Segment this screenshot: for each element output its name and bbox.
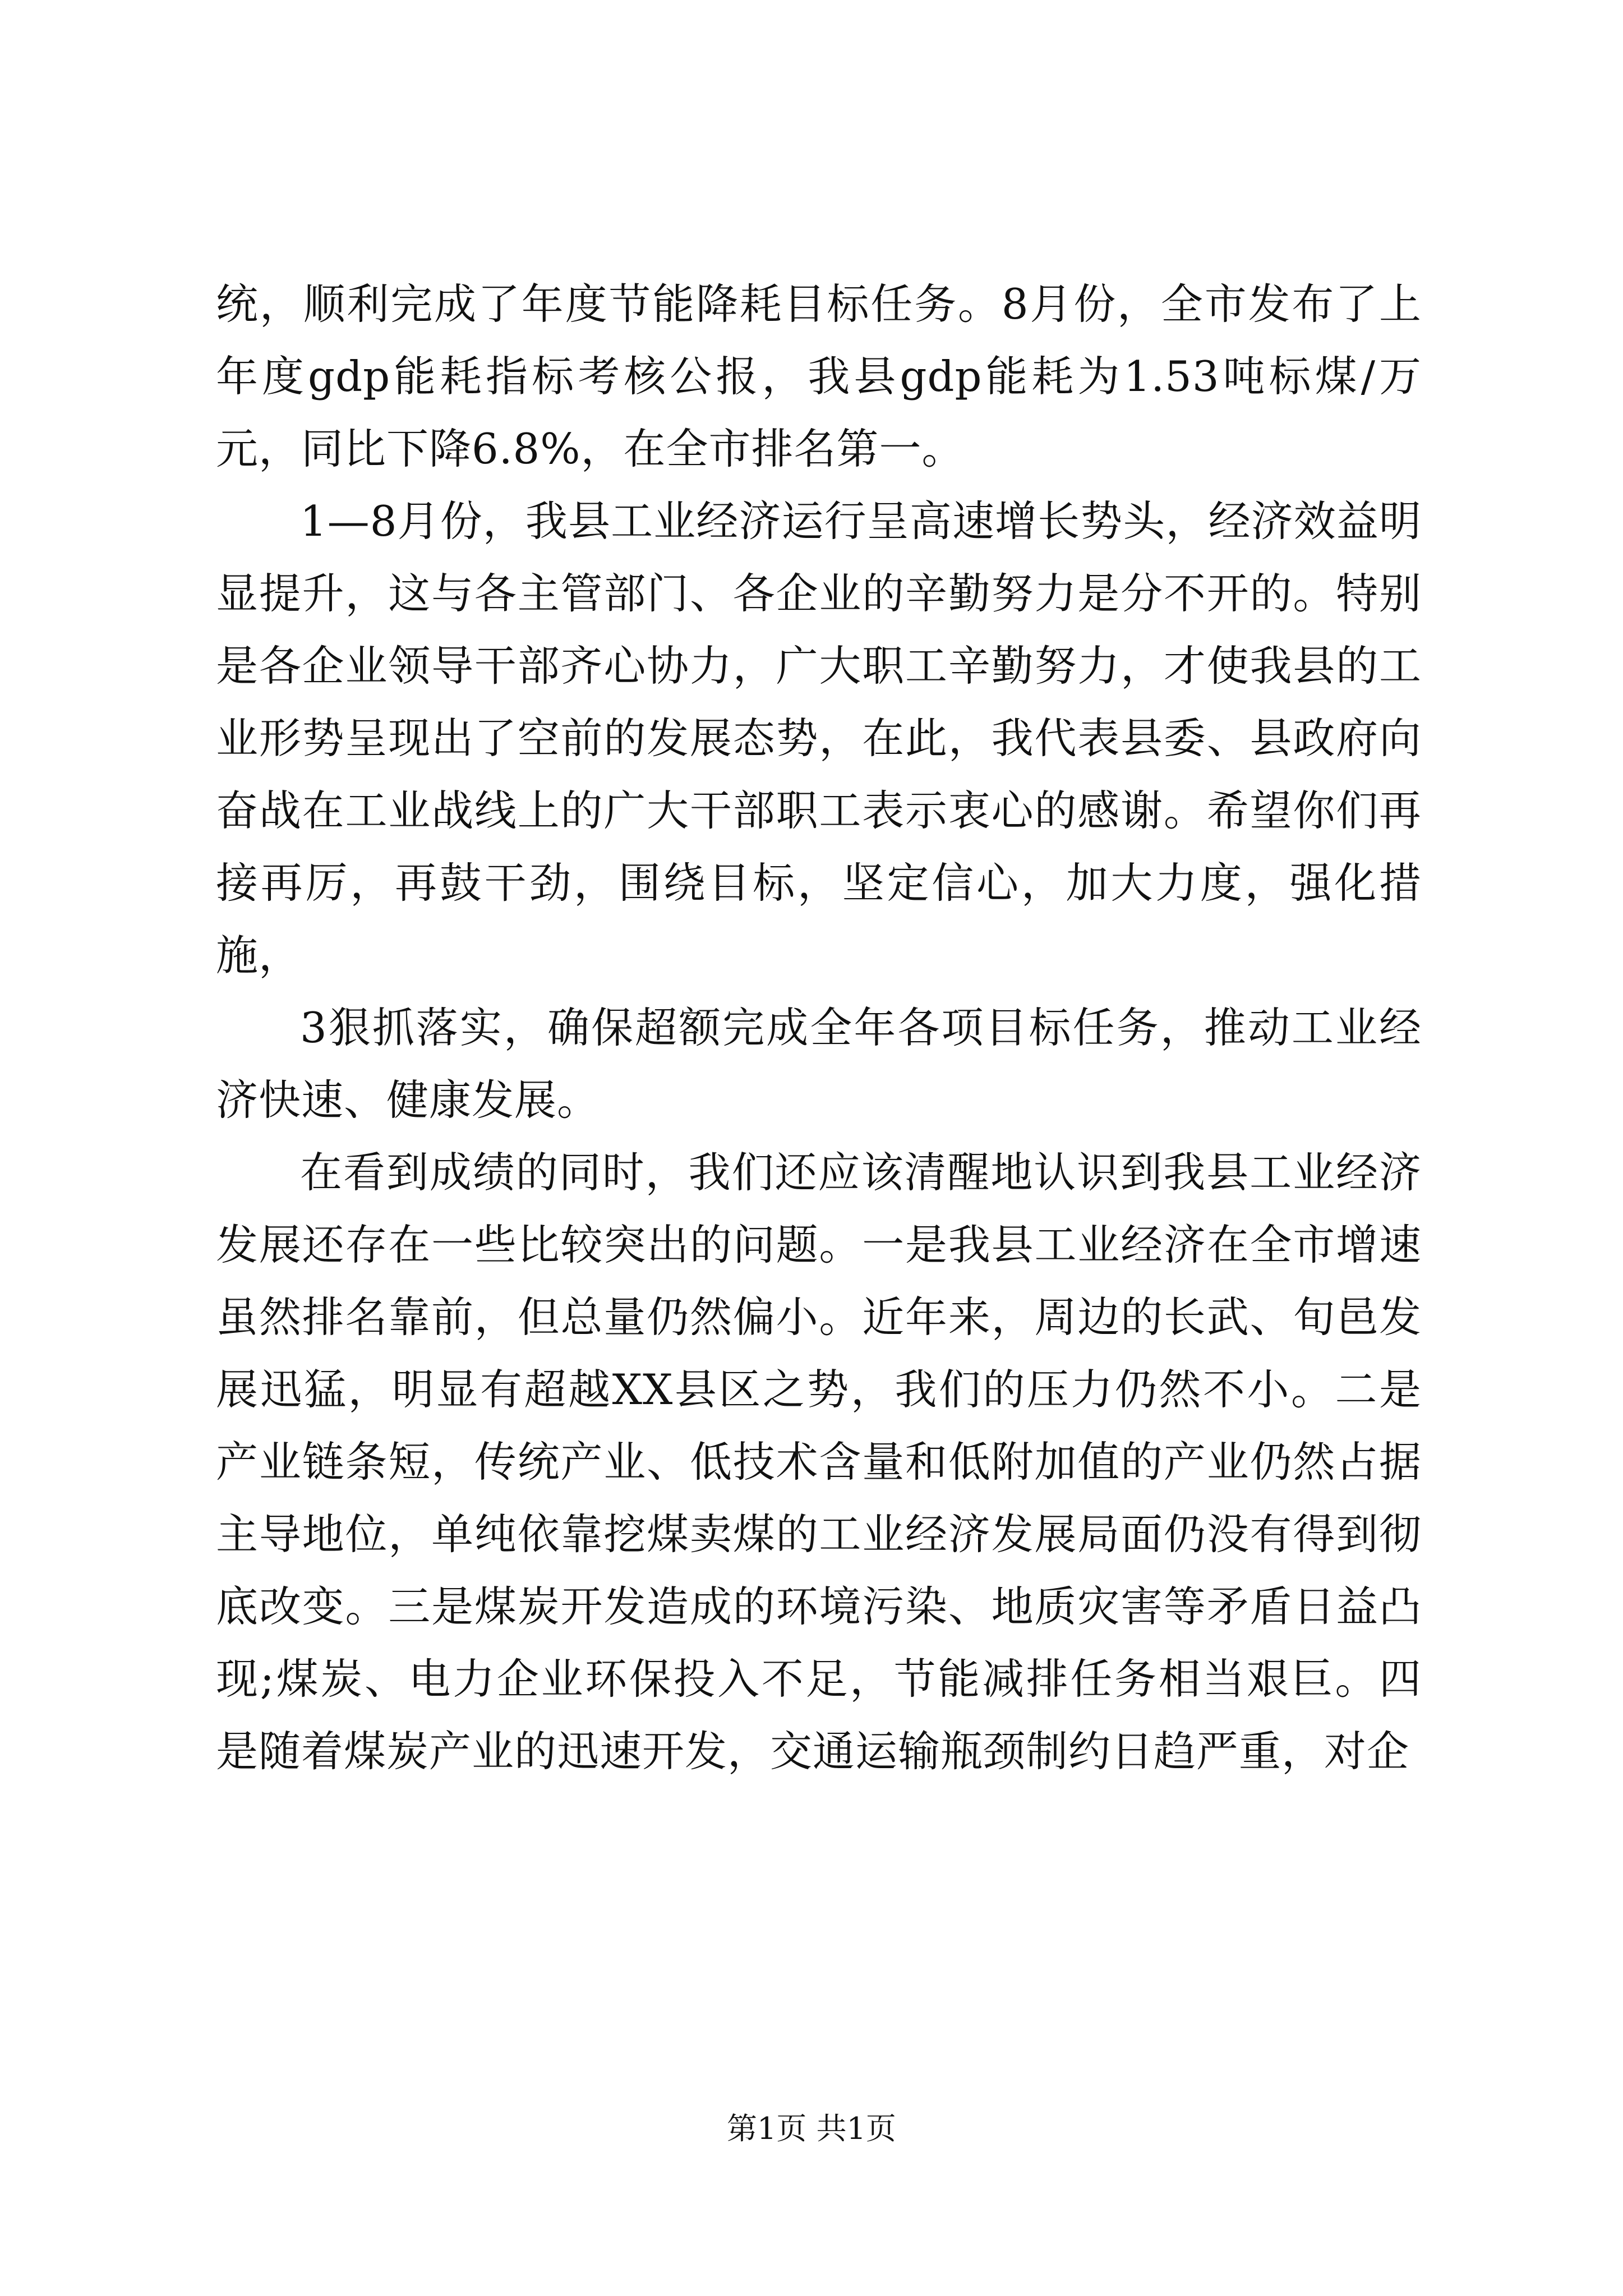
paragraph-problems: 在看到成绩的同时，我们还应该清醒地认识到我县工业经济发展还存在一些比较突出的问题。一是我县工业经济在全市增速虽然排名靠前，但总量仍然偏小。近年来，周边的长武、旬邑发展迅猛，明显有超越XX县区之势，我们的压力仍然不小。二是产业链条短，传统产业、低技术含量和低附加值的产业仍然占据主导地位，单纯依靠挖煤卖煤的工业经济发展局面仍没有得到彻底改变。三是煤炭开发造成的环境污染、地质灾害等矛盾日益凸现;煤炭、电力企业环保投入不足，节能减排任务相当艰巨。四是随着煤炭产业的迅速开发，交通运输瓶颈制约日趋严重，对企 — [216, 1148, 1422, 1776]
document-body — [216, 268, 1422, 1788]
paragraph-continuation: 统，顺利完成了年度节能降耗目标任务。8月份，全市发布了上年度gdp能耗指标考核公报，我县gdp能耗为1.53吨标煤/万元，同比下降6.8%，在全市排名第一。 — [216, 279, 1422, 473]
paragraph-industrial-growth: 1—8月份，我县工业经济运行呈高速增长势头，经济效益明显提升，这与各主管部门、各企业的辛勤努力是分不开的。特别是各企业领导干部齐心协力，广大职工辛勤努力，才使我县的工业形势呈现出了空前的发展态势，在此，我代表县委、县政府向奋战在工业战线上的广大干部职工表示衷心的感谢。希望你们再接再厉，再鼓干劲，围绕目标，坚定信心，加大力度，强化措施， — [216, 496, 1422, 980]
paragraph-implementation: 3狠抓落实，确保超额完成全年各项目标任务，推动工业经济快速、健康发展。 — [216, 1003, 1422, 1125]
page-footer: 第1页 共1页 — [727, 2111, 896, 2146]
